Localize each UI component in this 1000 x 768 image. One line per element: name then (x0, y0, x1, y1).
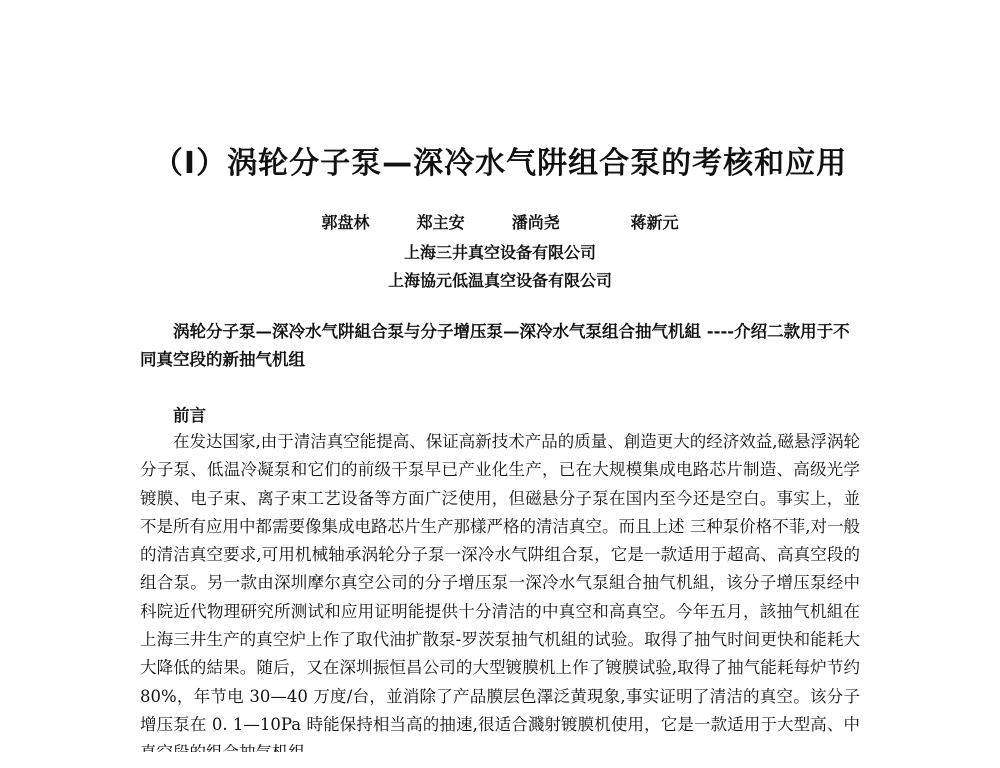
abstract: 涡轮分子泵—深冷水气阱組合泵与分子增压泵—深冷水气泵组合抽气机組 ----介绍二款用于不同真空段的新抽气机组 (140, 322, 850, 369)
paper-title: （Ⅰ）涡轮分子泵—深冷水气阱组合泵的考核和应用 (152, 146, 848, 181)
affiliation-1: 上海三井真空设备有限公司 (403, 243, 596, 262)
affiliation-2: 上海協元低温真空设备有限公司 (387, 271, 612, 290)
author-list: 郭盘林 郑主安 潘尚尧 蒋新元 (321, 213, 679, 232)
section-heading-preface: 前言 (173, 406, 206, 425)
page-crop-edge (0, 752, 1000, 760)
body-paragraph: 在发达国家,由于清洁真空能提高、保证高新技术产品的质量、創造更大的经济效益,磁悬浮涡轮分子泵、低温冷凝泵和它们的前级干泵早已产业化生产，已在大规模集成电路芯片制造、高级光学镀膜、电子束、离子束工艺设备等方面广泛使用，但磁悬分子泵在国内至今还是空白。事实上，並不是所有应用中都需要像集成电路芯片生产那樣严格的清洁真空。而且上述 三种泵价格不菲,对一般的清洁真空要求,可用机械轴承涡轮分子泵一深冷水气阱组合泵，它是一款适用于超高、高真空段的组合泵。另一款由深圳摩尔真空公司的分子增压泵一深冷水气泵組合抽气机組，该分子增压泵经中科院近代物理研究所测试和应用证明能提供十分清洁的中真空和高真空。今年五月，該抽气机組在上海三井生产的真空炉上作了取代油扩散泵-罗茨泵抽气机組的试验。取得了抽气时间更快和能耗大大降低的結果。随后，又在深圳振恒昌公司的大型镀膜机上作了镀膜试验,取得了抽气能耗每炉节约 80%，年节电 30—40 万度/台，並消除了产品膜层色澤泛黄現象,事实证明了清洁的真空。该分子增压泵在 0. 1—10Pa 時能保持相当高的抽速,很适合濺射镀膜机使用，它是一款适用于大型高、中 (140, 432, 860, 734)
